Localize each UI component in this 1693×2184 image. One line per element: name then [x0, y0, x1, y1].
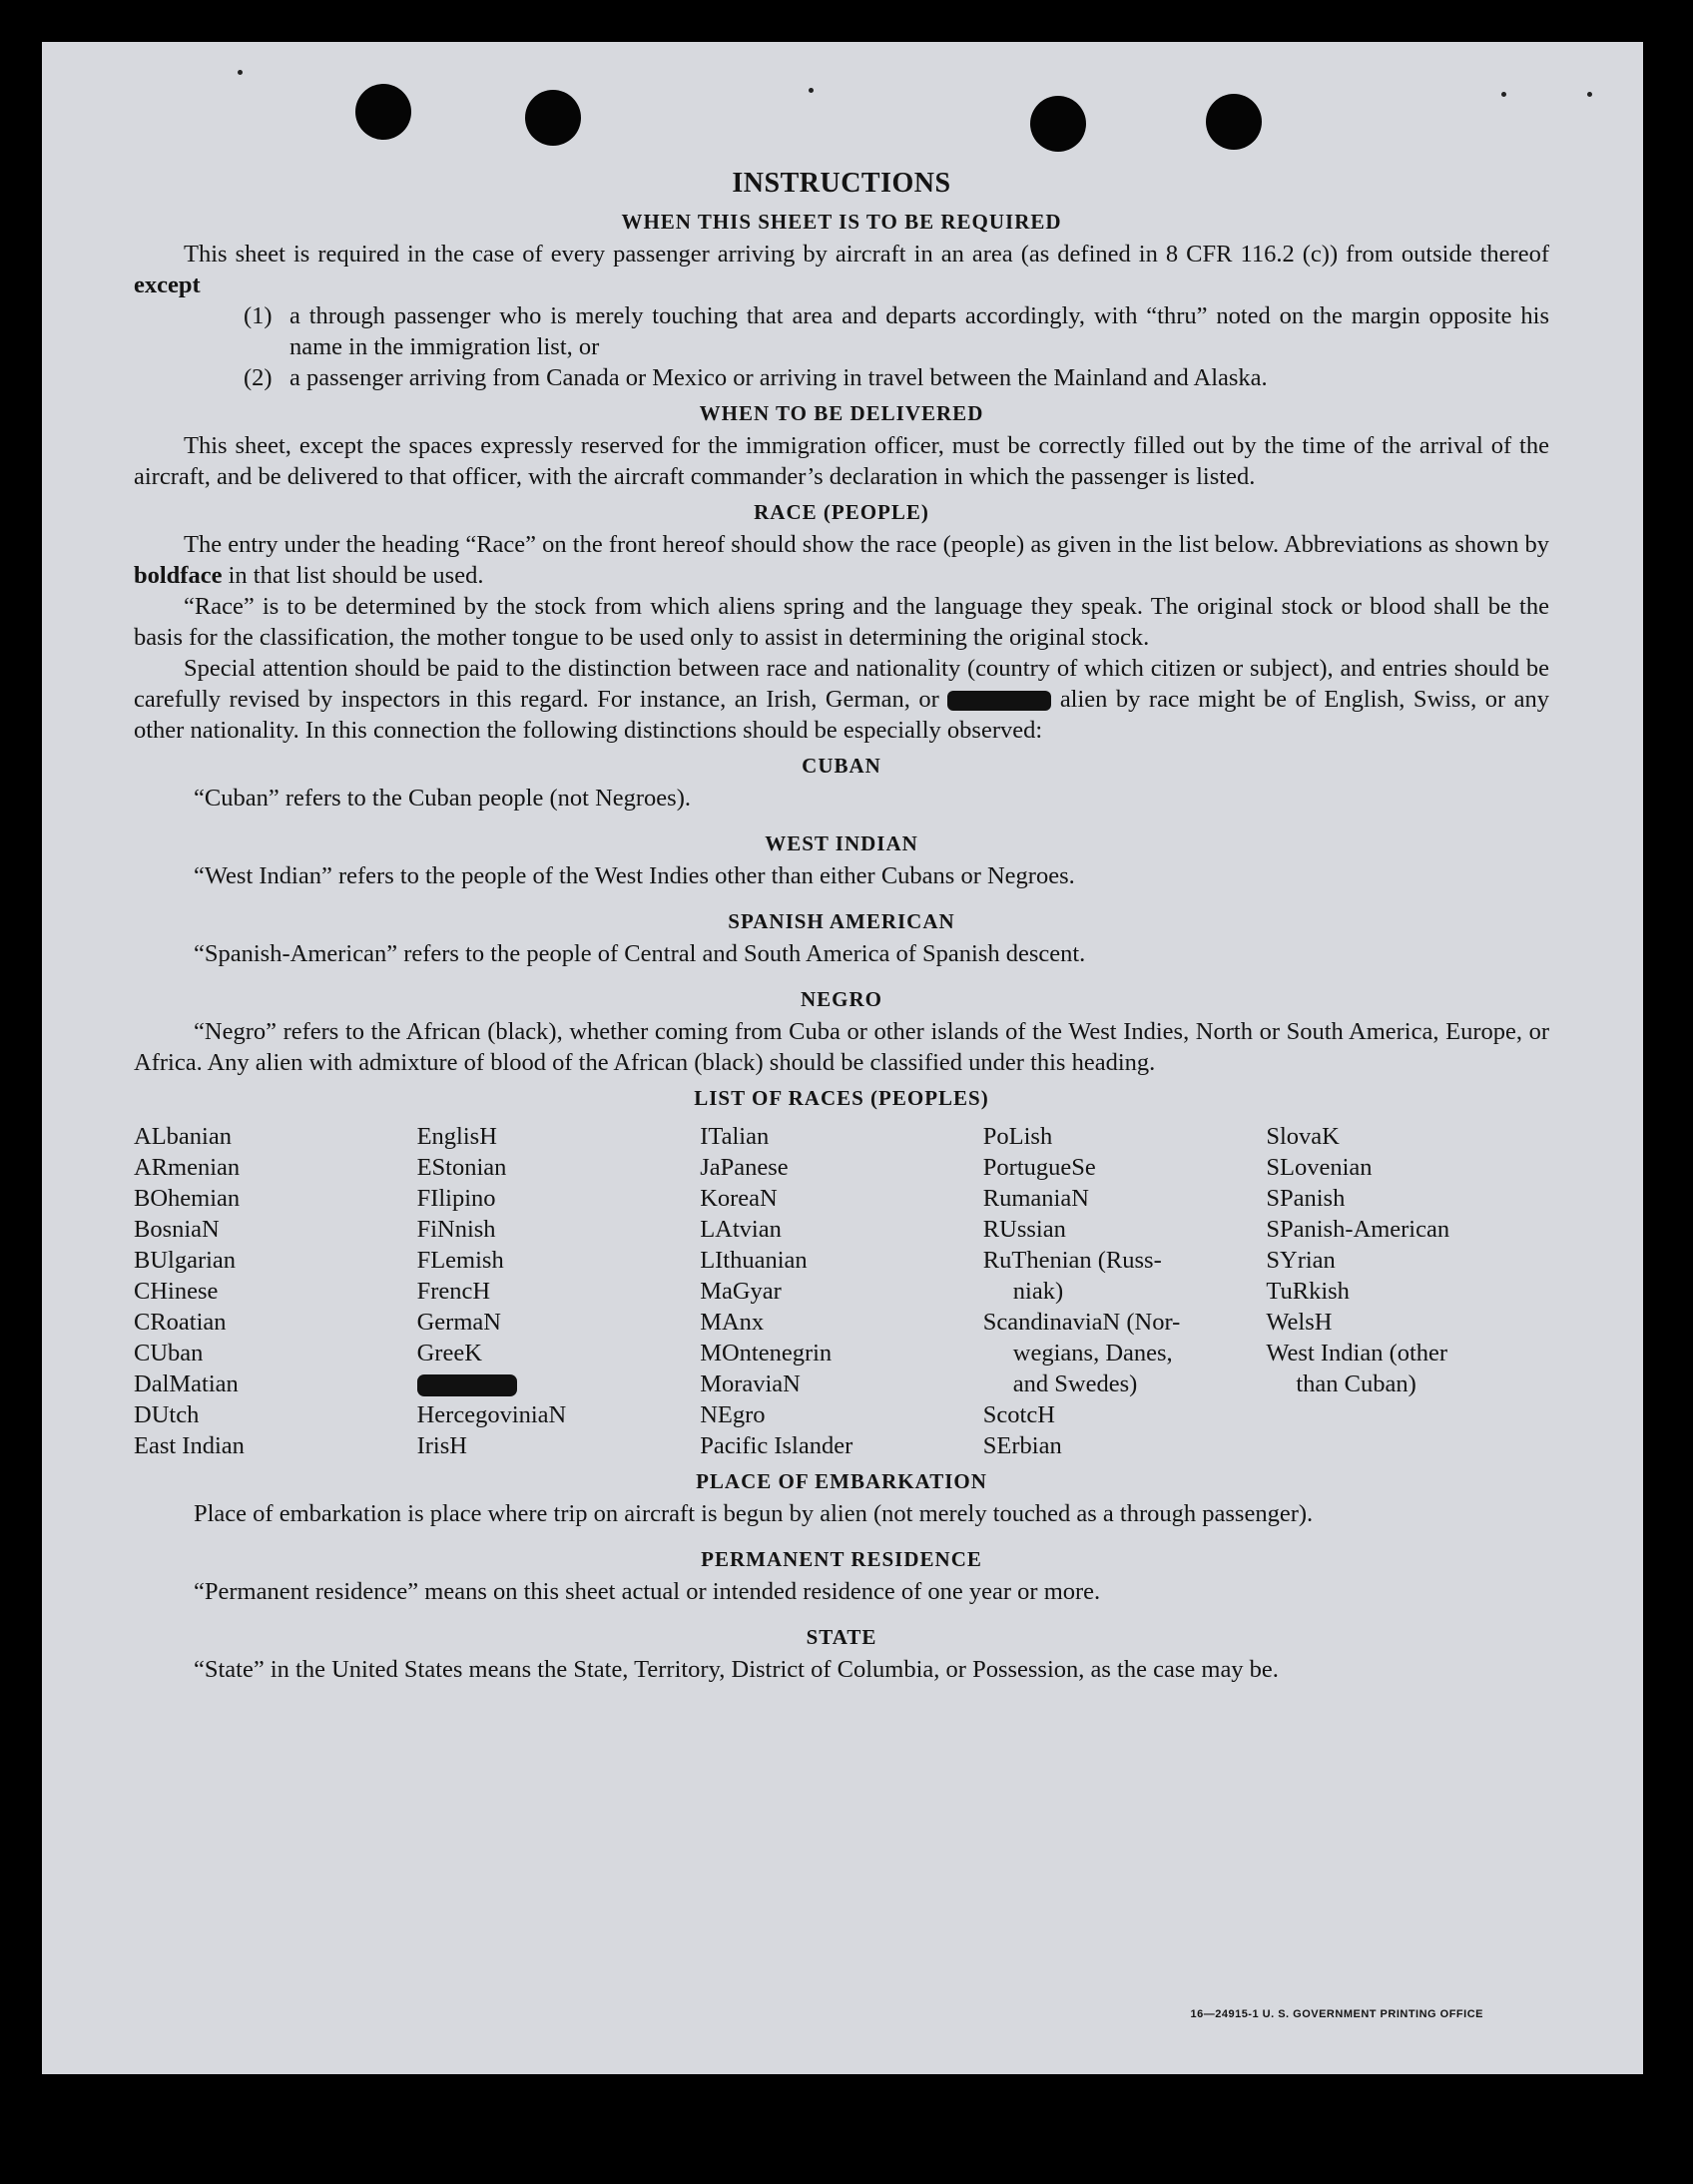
punch-hole	[1030, 96, 1086, 152]
race-entry: BosniaN	[134, 1216, 220, 1243]
race-entry: East Indian	[134, 1432, 245, 1459]
race-entry: LAtvian	[700, 1216, 782, 1243]
race-entry: MOntenegrin	[700, 1340, 833, 1366]
speck	[238, 70, 243, 75]
paragraph: “State” in the United States means the State, Territory, District of Columbia, or Possession, as the case may be.	[194, 1656, 1279, 1683]
paragraph: The entry under the heading “Race” on the front hereof should show the race (people) as given in the list below. Abbreviations as shown by boldface in that list should be used.	[134, 531, 1549, 589]
race-entry: RuThenian (Russ-	[982, 1247, 1162, 1274]
punch-hole	[1206, 94, 1262, 150]
race-column	[417, 1121, 701, 1461]
punch-hole	[355, 84, 411, 140]
redaction	[947, 691, 1051, 711]
race-entry-redacted	[417, 1368, 701, 1399]
instructions-content	[134, 168, 1549, 1685]
race-entry: IrisH	[416, 1432, 467, 1459]
race-entry: RumaniaN	[982, 1185, 1089, 1212]
section-heading: LIST OF RACES (PEOPLES)	[694, 1086, 989, 1110]
speck	[1501, 92, 1506, 97]
race-entry: MoraviaN	[700, 1370, 801, 1397]
document-sheet	[42, 42, 1643, 2074]
race-entry: wegians, Danes,	[1012, 1340, 1173, 1366]
race-entry: WelsH	[1266, 1309, 1333, 1336]
race-entry: West Indian (other	[1266, 1340, 1448, 1366]
list-item: (2) a passenger arriving from Canada or Mexico or arriving in travel between the Mainland and Alaska.	[244, 364, 1268, 391]
section-heading: STATE	[806, 1625, 877, 1649]
paragraph: “West Indian” refers to the people of the West Indies other than either Cubans or Negroes.	[194, 862, 1075, 889]
paragraph: “Negro” refers to the African (black), whether coming from Cuba or other islands of the West Indies, North or South America, Europe, or Africa. Any alien with admixture of blood of the African (black) should be classified under this heading.	[134, 1018, 1549, 1076]
section-heading: PLACE OF EMBARKATION	[696, 1469, 987, 1493]
race-entry: CRoatian	[134, 1309, 227, 1336]
race-entry: NEgro	[700, 1401, 766, 1428]
race-entry: TuRkish	[1266, 1278, 1350, 1305]
race-entry: SlovaK	[1266, 1123, 1340, 1150]
race-entry: LIthuanian	[700, 1247, 808, 1274]
race-entry: JaPanese	[700, 1154, 789, 1181]
section-heading: SPANISH AMERICAN	[728, 909, 955, 933]
redaction	[417, 1374, 517, 1396]
race-entry: CUban	[134, 1340, 204, 1366]
paragraph: “Cuban” refers to the Cuban people (not Negroes).	[194, 785, 691, 812]
race-column	[983, 1121, 1267, 1461]
race-entry: ALbanian	[134, 1123, 232, 1150]
race-entry: ARmenian	[134, 1154, 241, 1181]
race-entry: ScandinaviaN (Nor-	[982, 1309, 1181, 1336]
race-entry: EnglisH	[416, 1123, 497, 1150]
race-entry: PoLish	[982, 1123, 1053, 1150]
race-entry: and Swedes)	[1012, 1370, 1138, 1397]
race-entry: FrencH	[416, 1278, 491, 1305]
punch-hole	[525, 90, 581, 146]
race-entry: KoreaN	[700, 1185, 778, 1212]
race-entry: MAnx	[700, 1309, 765, 1336]
race-entry: SYrian	[1266, 1247, 1336, 1274]
race-entry: BUlgarian	[134, 1247, 237, 1274]
race-entry: MaGyar	[700, 1278, 782, 1305]
race-list	[134, 1121, 1549, 1461]
section-heading: CUBAN	[802, 754, 881, 778]
race-entry: FLemish	[416, 1247, 504, 1274]
race-entry: FIlipino	[416, 1185, 496, 1212]
race-entry: SLovenian	[1266, 1154, 1373, 1181]
section-heading: NEGRO	[800, 987, 882, 1011]
race-entry: SErbian	[982, 1432, 1062, 1459]
race-entry: DalMatian	[134, 1370, 239, 1397]
race-entry: ITalian	[700, 1123, 770, 1150]
race-entry: SPanish	[1266, 1185, 1346, 1212]
paragraph: This sheet is required in the case of every passenger arriving by aircraft in an area (as defined in 8 CFR 116.2 (c)) from outside thereof except	[134, 241, 1549, 298]
race-entry: PortugueSe	[982, 1154, 1096, 1181]
speck	[809, 88, 814, 93]
race-column	[700, 1121, 983, 1461]
race-entry: ScotcH	[982, 1401, 1055, 1428]
race-entry: FiNnish	[416, 1216, 496, 1243]
section-heading: PERMANENT RESIDENCE	[701, 1547, 982, 1571]
paragraph: Special attention should be paid to the distinction between race and nationality (country of which citizen or subject), and entries should be carefully revised by inspectors in this regard. For instance, an Irish, German, or alien by race might be of English, Swiss, or any other nationality. In this connection the following distinctions should be especially observed:	[134, 655, 1549, 744]
list-item: (1) a through passenger who is merely touching that area and departs accordingly, with “thru” noted on the margin opposite his name in the immigration list, or	[244, 302, 1549, 360]
race-entry: DUtch	[134, 1401, 200, 1428]
race-entry: EStonian	[416, 1154, 507, 1181]
paragraph: “Spanish-American” refers to the people of Central and South America of Spanish descent.	[194, 940, 1086, 967]
race-entry: SPanish-American	[1266, 1216, 1450, 1243]
race-entry: than Cuban)	[1296, 1370, 1416, 1397]
paragraph: “Permanent residence” means on this sheet actual or intended residence of one year or more.	[194, 1578, 1101, 1605]
race-entry: CHinese	[134, 1278, 219, 1305]
section-heading: RACE (PEOPLE)	[754, 500, 929, 524]
printer-imprint: 16—24915-1 U. S. GOVERNMENT PRINTING OFFICE	[1190, 2008, 1483, 2020]
race-entry: BOhemian	[134, 1185, 241, 1212]
section-heading: WHEN THIS SHEET IS TO BE REQUIRED	[621, 210, 1062, 234]
paragraph: “Race” is to be determined by the stock from which aliens spring and the language they speak. The original stock or blood shall be the basis for the classification, the mother tongue to be used only to assist in determining the original stock.	[134, 593, 1549, 651]
race-entry: Pacific Islander	[700, 1432, 853, 1459]
race-entry: GreeK	[416, 1340, 482, 1366]
paragraph: This sheet, except the spaces expressly reserved for the immigration officer, must be correctly filled out by the time of the arrival of the aircraft, and be delivered to that officer, with the aircraft commander’s declaration in which the passenger is listed.	[134, 432, 1549, 490]
race-entry: HercegoviniaN	[416, 1401, 567, 1428]
race-entry: niak)	[1012, 1278, 1064, 1305]
section-heading: WEST INDIAN	[765, 831, 918, 855]
paragraph: Place of embarkation is place where trip on aircraft is begun by alien (not merely touched as a through passenger).	[194, 1500, 1314, 1527]
race-entry: RUssian	[982, 1216, 1066, 1243]
race-column	[134, 1121, 417, 1461]
speck	[1587, 92, 1592, 97]
section-heading: WHEN TO BE DELIVERED	[699, 401, 984, 425]
race-column	[1266, 1121, 1549, 1461]
page-title: INSTRUCTIONS	[732, 168, 951, 199]
race-entry: GermaN	[416, 1309, 501, 1336]
